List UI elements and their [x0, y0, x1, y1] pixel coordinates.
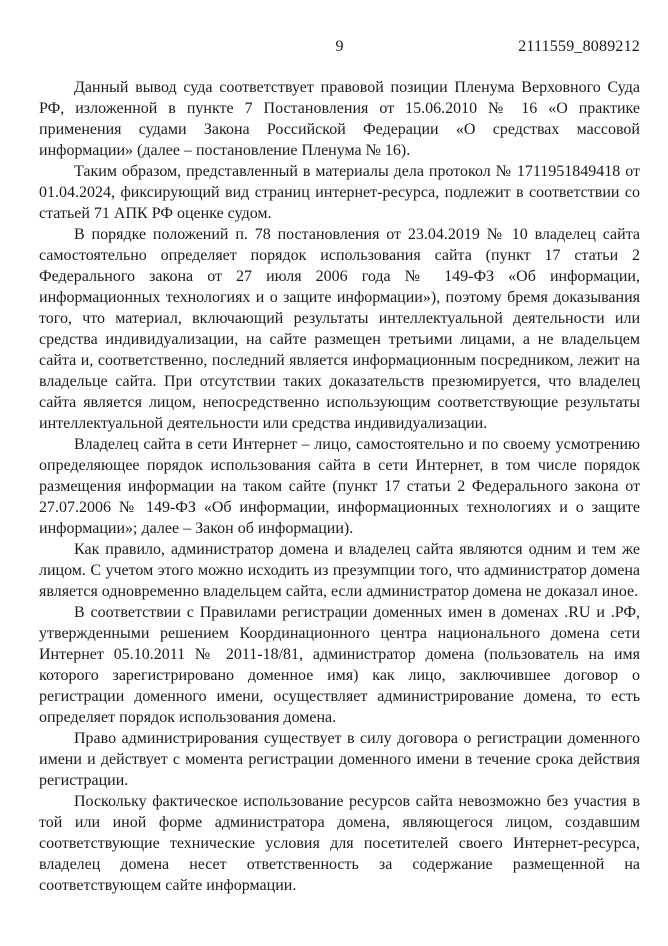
page-number: 9	[335, 38, 344, 55]
page-header	[39, 38, 640, 58]
paragraph-admin-presumption: Как правило, администратор домена и владелец сайта являются одним и тем же лицом. С учетом этого можно исходить из презумпции того, что администратор домена является одновременно владельцем сайта, если администратор домена не доказал иное.	[39, 541, 640, 600]
document-number: 2111559_8089212	[518, 38, 640, 55]
paragraph-site-owner-definition: Владелец сайта в сети Интернет – лицо, самостоятельно и по своему усмотрению определяющее порядок использования сайта в сети Интернет, в том числе порядок размещения информации на таком сайте (пункт 17 статьи 2 Федерального закона от 27.07.2006 № 149-ФЗ «Об информации, информационных технологиях и о защите информации»; далее – Закон об информации).	[39, 436, 640, 537]
paragraph-domain-owner-responsibility: Поскольку фактическое использование ресурсов сайта невозможно без участия в той или иной форме администратора домена, являющегося лицом, создавшим соответствующие технические условия для посетителей своего Интернет-ресурса, владелец домена несет ответственность за содержание размещенной на соответствующем сайте информации.	[39, 793, 640, 894]
paragraph-court-conclusion: Данный вывод суда соответствует правовой позиции Пленума Верховного Суда РФ, изложенной в пункте 7 Постановления от 15.06.2010 № 16 «О практике применения судами Закона Российской Федерации «О средствах массовой информации» (далее – постановление Пленума № 16).	[39, 79, 640, 159]
document-body	[39, 77, 640, 896]
paragraph-administration-right: Право администрирования существует в силу договора о регистрации доменного имени и действует с момента регистрации доменного имени в течение срока действия регистрации.	[39, 730, 640, 789]
paragraph-site-owner-burden: В порядке положений п. 78 постановления от 23.04.2019 № 10 владелец сайта самостоятельно определяет порядок использования сайта (пункт 17 статьи 2 Федерального закона от 27 июля 2006 года № 149-ФЗ «Об информации, информационных технологиях и о защите информации»), поэтому бремя доказывания того, что материал, включающий результаты интеллектуальной деятельности или средства индивидуализации, на сайте размещен третьими лицами, а не владельцем сайта и, соответственно, последний является информационным посредником, лежит на владельце сайта. При отсутствии таких доказательств презюмируется, что владелец сайта является лицом, непосредственно использующим соответствующие результаты интеллектуальной деятельности или средства индивидуализации.	[39, 226, 640, 432]
paragraph-domain-registration-rules: В соответствии с Правилами регистрации доменных имен в доменах .RU и .РФ, утвержденными решением Координационного центра национального домена сети Интернет 05.10.2011 № 2011-18/81, администратор домена (пользователь на имя которого зарегистрировано доменное имя) как лицо, заключившее договор о регистрации доменного имени, осуществляет администрирование домена, то есть определяет порядок использования домена.	[39, 604, 640, 726]
paragraph-protocol: Таким образом, представленный в материалы дела протокол № 1711951849418 от 01.04.2024, фиксирующий вид страниц интернет-ресурса, подлежит в соответствии со статьей 71 АПК РФ оценке судом.	[39, 163, 640, 222]
